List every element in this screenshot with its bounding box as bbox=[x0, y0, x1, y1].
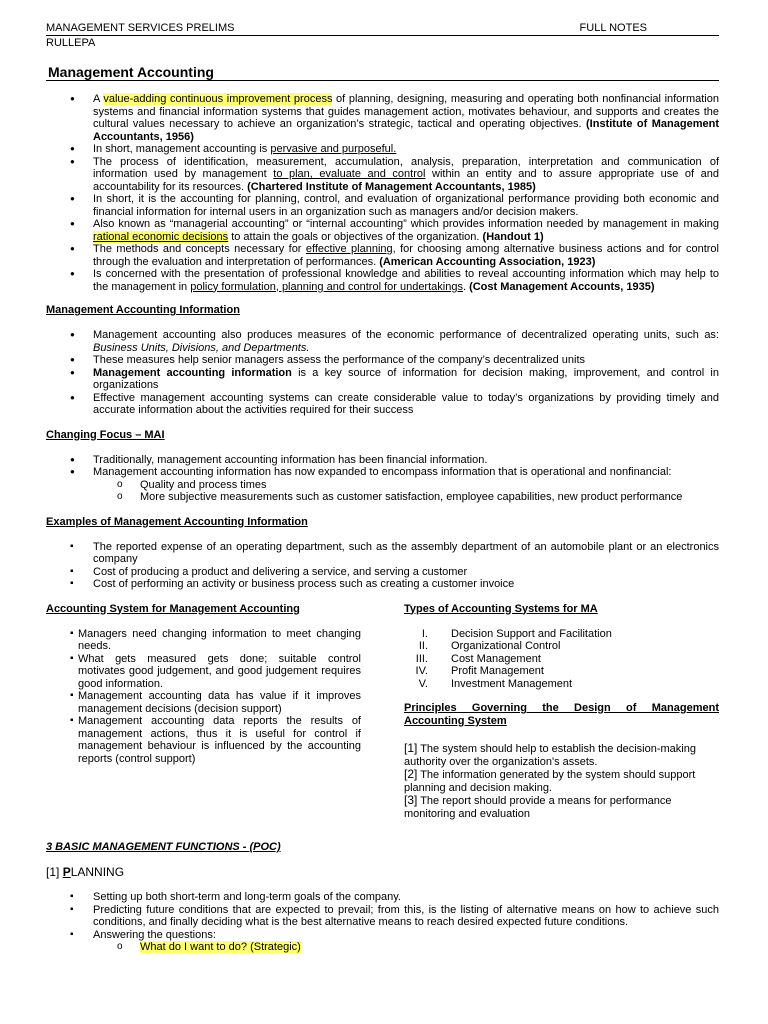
list-item: o More subjective measurements such as customer satisfaction, employee capabilities, new product performance bbox=[46, 491, 719, 504]
header-author: RULLEPA bbox=[46, 37, 96, 49]
mai-list bbox=[46, 329, 719, 417]
types-item-label: Decision Support and Facilitation bbox=[451, 627, 612, 640]
page-title: Management Accounting bbox=[48, 64, 214, 80]
examples-list bbox=[46, 541, 719, 591]
left-column bbox=[46, 603, 361, 821]
section-heading-accounting-system: Accounting System for Management Accounting bbox=[46, 602, 300, 615]
list-item: ● Management accounting information is a key source of information for decision making, improvement, and control in organizations bbox=[46, 367, 719, 392]
types-item bbox=[404, 628, 719, 641]
list-item: ▪ Management accounting data has value if it improves management decisions (decision support) bbox=[46, 690, 361, 715]
types-list bbox=[404, 628, 719, 691]
types-item-label: Investment Management bbox=[451, 677, 573, 690]
system-list bbox=[46, 628, 361, 766]
planning-heading: [1] PLANNING bbox=[46, 865, 125, 879]
types-item bbox=[404, 653, 719, 666]
header-rule bbox=[46, 35, 719, 36]
list-item: ▪ Managers need changing information to meet changing needs. bbox=[46, 628, 361, 653]
section-heading-mai: Management Accounting Information bbox=[46, 304, 240, 316]
list-item: ▪ Predicting future conditions that are expected to prevail; from this, is the listing of alternative means on how to achieve such conditions, and finally deciding what is the best alternative means to reach desired expected future conditions. bbox=[46, 904, 719, 929]
right-column bbox=[404, 603, 719, 821]
types-item-number: III. bbox=[415, 652, 428, 665]
principle-item: [1] The system should help to establish the decision-making authority over the organization's assets. bbox=[404, 741, 696, 768]
section-heading-management-functions: 3 BASIC MANAGEMENT FUNCTIONS - (POC) bbox=[46, 841, 281, 853]
list-item: ● The process of identification, measurement, accumulation, analysis, preparation, interpretation and communication of information used by management to plan, evaluate and control within an entity and to assure appropriate use of and accountability for its resources. (Chartered Institute of Management Accountants, 1985) bbox=[46, 156, 719, 194]
planning-sublist bbox=[46, 941, 719, 954]
list-item: o Quality and process times bbox=[46, 479, 719, 492]
types-item-label: Cost Management bbox=[451, 652, 541, 665]
focus-sublist bbox=[46, 479, 719, 504]
page-header bbox=[46, 22, 719, 34]
list-item: ▪ Cost of performing an activity or business process such as creating a customer invoice bbox=[46, 578, 719, 591]
list-item: ● Is concerned with the presentation of professional knowledge and abilities to reveal accounting information which may help to the management in policy formulation, planning and control for undertakings. (Cost Management Accounts, 1935) bbox=[46, 268, 719, 293]
section-heading-examples: Examples of Management Accounting Information bbox=[46, 515, 308, 528]
intro-list bbox=[46, 93, 719, 293]
list-item: ▪ The reported expense of an operating department, such as the assembly department of an automobile plant or an electronics company bbox=[46, 541, 719, 566]
list-item: ▪ What gets measured gets done; suitable control motivates good judgement, and good judgement requires good information. bbox=[46, 653, 361, 691]
list-item: ● In short, management accounting is pervasive and purposeful. bbox=[46, 143, 719, 156]
principle-item: [2] The information generated by the system should support planning and decision making. bbox=[404, 767, 696, 794]
section-heading-principles: Principles Governing the Design of Management Accounting System bbox=[404, 702, 719, 727]
types-item bbox=[404, 640, 719, 653]
list-item: ● In short, it is the accounting for planning, control, and evaluation of organizational performance providing both economic and financial information for internal users in an organization such as managers and/or decision makers. bbox=[46, 193, 719, 218]
list-item: o What do I want to do? (Strategic) bbox=[46, 941, 719, 954]
types-item-label: Organizational Control bbox=[451, 640, 561, 652]
types-item-label: Profit Management bbox=[451, 665, 544, 677]
list-item: ● The methods and concepts necessary for effective planning, for choosing among alternative business actions and for control through the evaluation and interpretation of performances. (American Accounting Association, 1923) bbox=[46, 243, 719, 268]
list-item: ● Traditionally, management accounting information has been financial information. bbox=[46, 454, 719, 467]
list-item: ▪ Cost of producing a product and delivering a service, and serving a customer bbox=[46, 566, 719, 579]
header-notes-label: FULL NOTES bbox=[579, 22, 647, 34]
list-item: ● These measures help senior managers assess the performance of the company’s decentralized units bbox=[46, 354, 719, 367]
list-item: ● Management accounting also produces measures of the economic performance of decentralized operating units, such as: Business Units, Divisions, and Departments. bbox=[46, 329, 719, 354]
principles-block bbox=[404, 742, 719, 820]
title-rule bbox=[46, 80, 719, 81]
list-item: ● Also known as “managerial accounting” or “internal accounting” which provides information needed by management in making rational economic decisions to attain the goals or objectives of the organization. (Handout 1) bbox=[46, 218, 719, 243]
planning-list bbox=[46, 891, 719, 941]
types-item-number: II. bbox=[418, 640, 428, 652]
types-item-number: IV. bbox=[415, 665, 428, 677]
list-item: ● Management accounting information has now expanded to encompass information that is operational and nonfinancial: bbox=[46, 466, 719, 479]
list-item: ● A value-adding continuous improvement process of planning, designing, measuring and operating both nonfinancial information systems and financial information systems that guides management action, motivates behaviour, and supports and creates the cultural values necessary to achieve an organization’s strategic, tactical and operating objectives. (Institute of Management Accountants, 1956) bbox=[46, 93, 719, 143]
list-item: ▪ Management accounting data reports the results of management actions, thus it is useful for control if management behaviour is influenced by the accounting reports (control support) bbox=[46, 715, 361, 765]
types-item bbox=[404, 678, 719, 691]
document-page bbox=[46, 22, 719, 954]
focus-list bbox=[46, 454, 719, 479]
list-item: ▪ Setting up both short-term and long-term goals of the company. bbox=[46, 891, 719, 904]
types-item bbox=[404, 665, 719, 678]
types-item-number: V. bbox=[418, 677, 428, 690]
section-heading-changing-focus: Changing Focus – MAI bbox=[46, 428, 165, 441]
list-item: ● Effective management accounting systems can create considerable value to today’s organizations by providing timely and accurate information about the activities required for their success bbox=[46, 392, 719, 417]
section-heading-types: Types of Accounting Systems for MA bbox=[404, 602, 598, 615]
header-course: MANAGEMENT SERVICES PRELIMS bbox=[46, 22, 235, 34]
two-column-section bbox=[46, 603, 719, 821]
principle-item: [3] The report should provide a means for performance monitoring and evaluation bbox=[404, 793, 672, 820]
list-item: ▪ Answering the questions: bbox=[46, 929, 719, 942]
types-item-number: I. bbox=[421, 627, 428, 640]
